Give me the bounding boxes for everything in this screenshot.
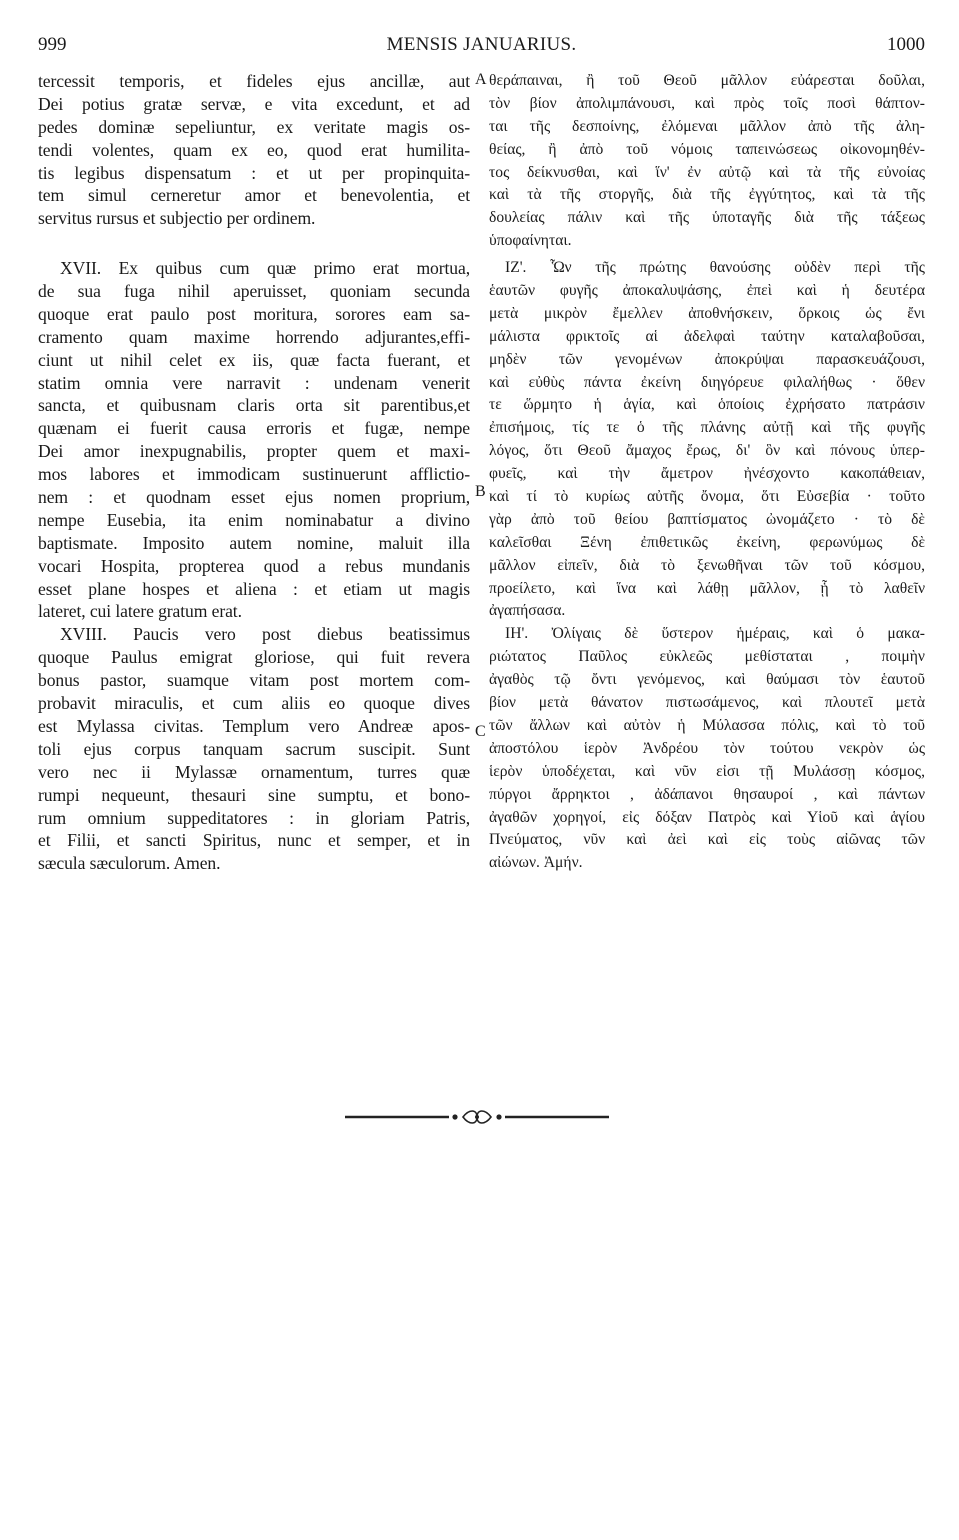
text-line: servitus rursus et subjectio per ordinem. xyxy=(38,208,316,229)
text-line: μηδὲν τῶν γενομένων ἀποκρύψαι παρασκευάζουσι, xyxy=(489,350,925,368)
text-line: καλεῖσθαι Ξένη ἐπιθετικῶς ἐκείνη, φερωνύμως δὲ xyxy=(489,533,925,551)
text-line: Πνεύματος, νῦν καὶ ἀεὶ καὶ εἰς τοὺς αἰῶνας τῶν xyxy=(489,831,925,849)
latin-paragraph-2 xyxy=(38,257,470,623)
text-line: μᾶλλον εἰπεῖν, διὰ τὸ ξενωθῆναι τῶν τοῦ κόσμου, xyxy=(489,556,925,574)
text-line: τος δείκνυσθαι, καὶ ἵν' ἐν αὐτῷ καὶ τὰ τῆς εὐνοίας xyxy=(489,163,925,181)
running-header xyxy=(38,34,925,60)
section-heading-line: ΙΗ'. Ὀλίγαις δὲ ὕστερον ἡμέραις, καὶ ὁ μακα- xyxy=(505,625,925,643)
text-line: φυεῖς, καὶ τὴν ἄμετρον ἠνέσχοντο κακοπάθειαν, xyxy=(489,465,925,483)
text-line: quænam ei fuerit causa erroris et fugæ, nempe xyxy=(38,418,470,439)
text-line: ἀγαθὸς τῷ ὄντι γενόμενος, καὶ θαύμασι τὸν ἑαυτοῦ xyxy=(489,671,925,689)
text-line: ἐπισήμοις, τίς τε ὁ τῆς πλάνης αὐτῇ καὶ τῆς φυγῆς xyxy=(489,419,925,437)
text-line: tendi volentes, quam ex eo, quod erat humilita- xyxy=(38,139,470,160)
latin-paragraph-1 xyxy=(38,70,470,230)
margin-marker-b: B xyxy=(475,483,486,500)
text-line: μάλιστα φρικτοῖς αἱ ἀδελφαὶ ταύτην καταλαβοῦσαι, xyxy=(489,327,925,345)
latin-paragraph-3 xyxy=(38,623,470,875)
text-line: ciunt ut nihil celet ex iis, quæ facta fuerant, et xyxy=(38,349,470,370)
text-line: τε ὥρμητο ἡ ἁγία, καὶ ὁποίοις ἐχρήσατο πατράσιν xyxy=(489,396,925,414)
ornament-divider xyxy=(345,1108,609,1126)
text-line: sancta, et quibusnam claris orta sit parentibus,et xyxy=(38,395,470,416)
margin-marker-c: C xyxy=(475,723,486,740)
text-line: tem simul cerneretur amor et benevolentia, et xyxy=(38,185,470,206)
text-line: lateret, cui latere gratum erat. xyxy=(38,601,242,622)
text-line: καὶ τί τὸ κυρίως αὐτῆς ὄνομα, ὅτι Εὐσεβία · τοῦτο xyxy=(489,488,925,506)
text-line: toli ejus corpus tanquam sacrum suscipit. Sunt xyxy=(38,738,470,759)
text-line: Dei amor inexpugnabilis, propter quem et maxi- xyxy=(38,441,470,462)
text-line: τῶν ἄλλων καὶ αὐτὸν ἡ Μύλασσα πόλις, καὶ τὸ τοῦ xyxy=(489,716,925,734)
running-title: MENSIS JANUARIUS. xyxy=(386,34,577,55)
text-line: esset plane hospes et aliena : et etiam ut magis xyxy=(38,578,470,599)
text-line: Dei potius gratæ servæ, e vita excedunt, et ad xyxy=(38,93,470,114)
text-line: sæcula sæculorum. Amen. xyxy=(38,853,221,874)
text-line: rum omnium suppeditatores : in gloriam Patris, xyxy=(38,807,470,828)
text-line: πύργοι ἄρρηκτοι , ἀδάπανοι θησαυροί , καὶ πάντων xyxy=(489,785,925,803)
text-line: θεράπαιναι, ἢ τοῦ Θεοῦ μᾶλλον εὐάρεσται δοῦλαι, xyxy=(489,72,925,89)
text-line: ριώτατος Παῦλος εὐκλεῶς μεθίσταται , ποιμὴν xyxy=(489,648,925,666)
text-line: baptismate. Imposito autem nomine, maluit illa xyxy=(38,532,470,553)
text-line: αἰώνων. Ἀμήν. xyxy=(489,854,583,872)
greek-paragraph-1 xyxy=(489,70,925,253)
text-line: statim omnia vere narravit : undenam venerit xyxy=(38,372,470,393)
text-line: tis legibus dispensatum : et ut per propinquita- xyxy=(38,162,470,183)
text-line: μετὰ μικρὸν ἔμελλεν ἀποθνήσκειν, ὅρκοις ὡς ἔνι xyxy=(489,304,925,322)
text-line: ται τῆς δεσποίνης, ἐλόμεναι μᾶλλον ἀπὸ τῆς ἀλη- xyxy=(489,117,925,135)
text-line: δουλείας πάλιν καὶ τῆς ὑποταγῆς διὰ τῆς τάξεως xyxy=(489,209,925,227)
text-line: καὶ εὐθὺς πάντα ἐκείνη διηγόρευε φιλαλήθως · ὅθεν xyxy=(489,373,925,391)
text-line: ἀγαθῶν χορηγοί, εἰς δόξαν Πατρὸς καὶ Υἱοῦ καὶ ἁγίου xyxy=(489,808,925,826)
text-line: vero nec ii Mylassæ ornamentum, turres quæ xyxy=(38,761,470,782)
greek-paragraph-2 xyxy=(489,257,925,623)
text-line: καὶ τὰ τῆς στοργῆς, διὰ τῆς ἐγγύτητος, καὶ τὰ τῆς xyxy=(489,186,925,204)
text-line: quoque Paulus emigrat gloriose, qui fuit revera xyxy=(38,647,470,668)
text-line: pedes dominæ sepeliuntur, ex veritate magis os- xyxy=(38,116,470,137)
text-line: rumpi nequeunt, thesauri sine sumptu, et bono- xyxy=(38,784,470,805)
text-line: γὰρ ἀπὸ τοῦ θείου βαπτίσματος ὠνομάζετο · τὸ δὲ xyxy=(489,510,925,528)
greek-paragraph-3 xyxy=(489,623,925,875)
text-line: quoque erat paulo post moritura, sorores eam sa- xyxy=(38,303,470,324)
text-line: ἱερὸν ὑποδέχεται, καὶ νῦν εἰσι τῇ Μυλάσσῃ κόσμος, xyxy=(489,762,925,780)
text-line: est Mylassa civitas. Templum vero Andreæ apos- xyxy=(38,715,470,736)
text-line: ἀποστόλου ἱερὸν Ἀνδρέου τὸν τούτου νεκρὸν ὡς xyxy=(489,739,925,757)
text-line: τὸν βίον ἀπολιμπάνουσι, καὶ πρὸς τοῖς ποσὶ θάπτον- xyxy=(489,94,925,112)
text-line: βίον μετὰ θάνατον πιστωσάμενος, καὶ πλουτεῖ μετὰ xyxy=(489,694,925,712)
text-line: mos labores et immodicam sustinuerunt afflictio- xyxy=(38,464,470,485)
text-line: ἀγαπήσασα. xyxy=(489,602,566,620)
text-line: tercessit temporis, et fideles ejus ancillæ, aut xyxy=(38,71,470,91)
text-line: ἑαυτῶν φυγῆς ἀποκαλυψάσης, ἐπεὶ καὶ ἡ δευτέρα xyxy=(489,282,925,300)
text-line: θείας, ἢ ἀπὸ τοῦ νόμοις ταπεινώσεως οἰκονομηθέν- xyxy=(489,140,925,158)
page-number-left: 999 xyxy=(38,34,67,55)
section-heading-line: XVII. Ex quibus cum quæ primo erat mortua, xyxy=(60,258,470,279)
text-line: προείλετο, καὶ ἵνα καὶ λάθῃ μᾶλλον, ᾗ τὸ λαθεῖν xyxy=(489,579,925,597)
text-line: nempe Eusebia, ita enim nominabatur a divino xyxy=(38,509,470,530)
text-line: λόγος, ὅτι Θεοῦ ἄμαχος ἔρως, δι' ὃν καὶ πόνους ὑπερ- xyxy=(489,442,925,460)
text-line: probavit miraculis, et cum aliis eo quoque dives xyxy=(38,693,470,714)
section-heading-line: XVIII. Paucis vero post diebus beatissimus xyxy=(60,624,470,645)
latin-column xyxy=(38,70,470,875)
text-line: cramento quam maxime horrendo adjurantes,effi- xyxy=(38,326,470,347)
text-line: vocari Hospita, propterea quod a rebus mundanis xyxy=(38,555,470,576)
text-line: nem : et quodnam esset ejus nomen proprium, xyxy=(38,487,470,508)
page-number-right: 1000 xyxy=(887,34,925,55)
text-line: bonus pastor, suamque vitam post mortem com- xyxy=(38,670,470,691)
margin-marker-a: A xyxy=(475,71,487,88)
text-line: ὑποφαίνηται. xyxy=(489,232,572,250)
blank-line xyxy=(38,230,470,253)
text-line: de sua fuga nihil aperuisset, quoniam secunda xyxy=(38,281,470,302)
greek-column xyxy=(489,70,925,875)
text-line: et Filii, et sancti Spiritus, nunc et semper, et in xyxy=(38,830,470,851)
section-heading-line: ΙΖ'. Ὧν τῆς πρώτης θανούσης οὐδὲν περὶ τῆς xyxy=(505,259,925,277)
